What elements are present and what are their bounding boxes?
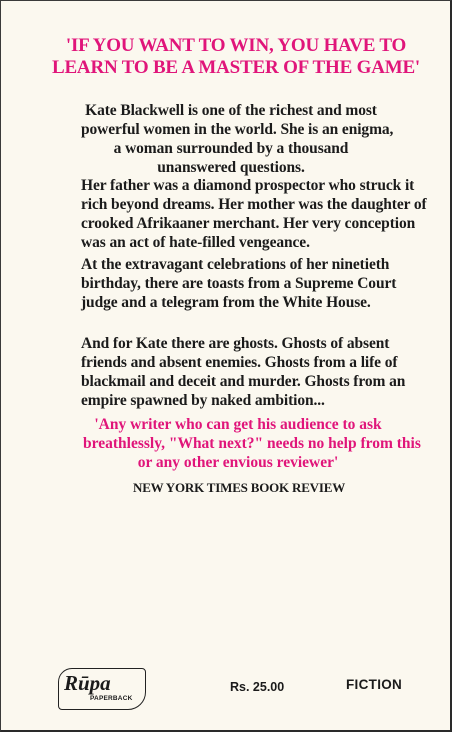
blurb-paragraph-2 (81, 176, 427, 252)
review-quote-line: 'Any writer who can get his audience to ask (94, 416, 382, 433)
cover-headline (41, 35, 431, 79)
blurb-line: blackmail and deceit and murder. Ghosts from an (81, 373, 406, 390)
genre-label: FICTION (346, 677, 403, 692)
blurb-paragraph-1 (81, 101, 394, 177)
blurb-paragraph-4 (81, 334, 405, 410)
review-quote-line: or any other envious reviewer' (137, 454, 339, 471)
blurb-line: friends and absent enemies. Ghosts from a life of (81, 354, 398, 371)
blurb-line: birthday, there are toasts from a Supreme Court (81, 275, 397, 292)
review-quote-line: breathlessly, "What next?" needs no help from this (83, 435, 421, 452)
blurb-line: judge and a telegram from the White House. (81, 294, 371, 311)
blurb-line: powerful women in the world. She is an enigma, (81, 121, 394, 138)
review-quote (83, 415, 421, 472)
blurb-line: And for Kate there are ghosts. Ghosts of absent (81, 335, 390, 352)
headline-line-1: 'IF YOU WANT TO WIN, YOU HAVE TO (65, 35, 407, 56)
publisher-imprint: PAPERBACK (90, 695, 133, 702)
publisher-name: Rūpa (64, 671, 111, 695)
review-source: NEW YORK TIMES BOOK REVIEW (133, 480, 345, 495)
blurb-line: Her father was a diamond prospector who struck it (81, 177, 415, 194)
blurb-line: was an act of hate-filled vengeance. (81, 234, 310, 251)
blurb-line: crooked Afrikaaner merchant. Her very conception (81, 215, 416, 232)
publisher-logo (58, 668, 146, 710)
blurb-line: unanswered questions. (157, 159, 305, 176)
blurb-paragraph-3 (81, 255, 396, 312)
blurb-line: rich beyond dreams. Her mother was the daughter of (81, 196, 427, 213)
price-label: Rs. 25.00 (230, 680, 285, 694)
blurb-line: a woman surrounded by a thousand (113, 140, 349, 157)
blurb-line: Kate Blackwell is one of the richest and most (85, 102, 377, 119)
blurb-line: empire spawned by naked ambition... (81, 392, 325, 409)
headline-line-2: LEARN TO BE A MASTER OF THE GAME' (51, 57, 421, 78)
blurb-line: At the extravagant celebrations of her ninetieth (81, 256, 390, 273)
